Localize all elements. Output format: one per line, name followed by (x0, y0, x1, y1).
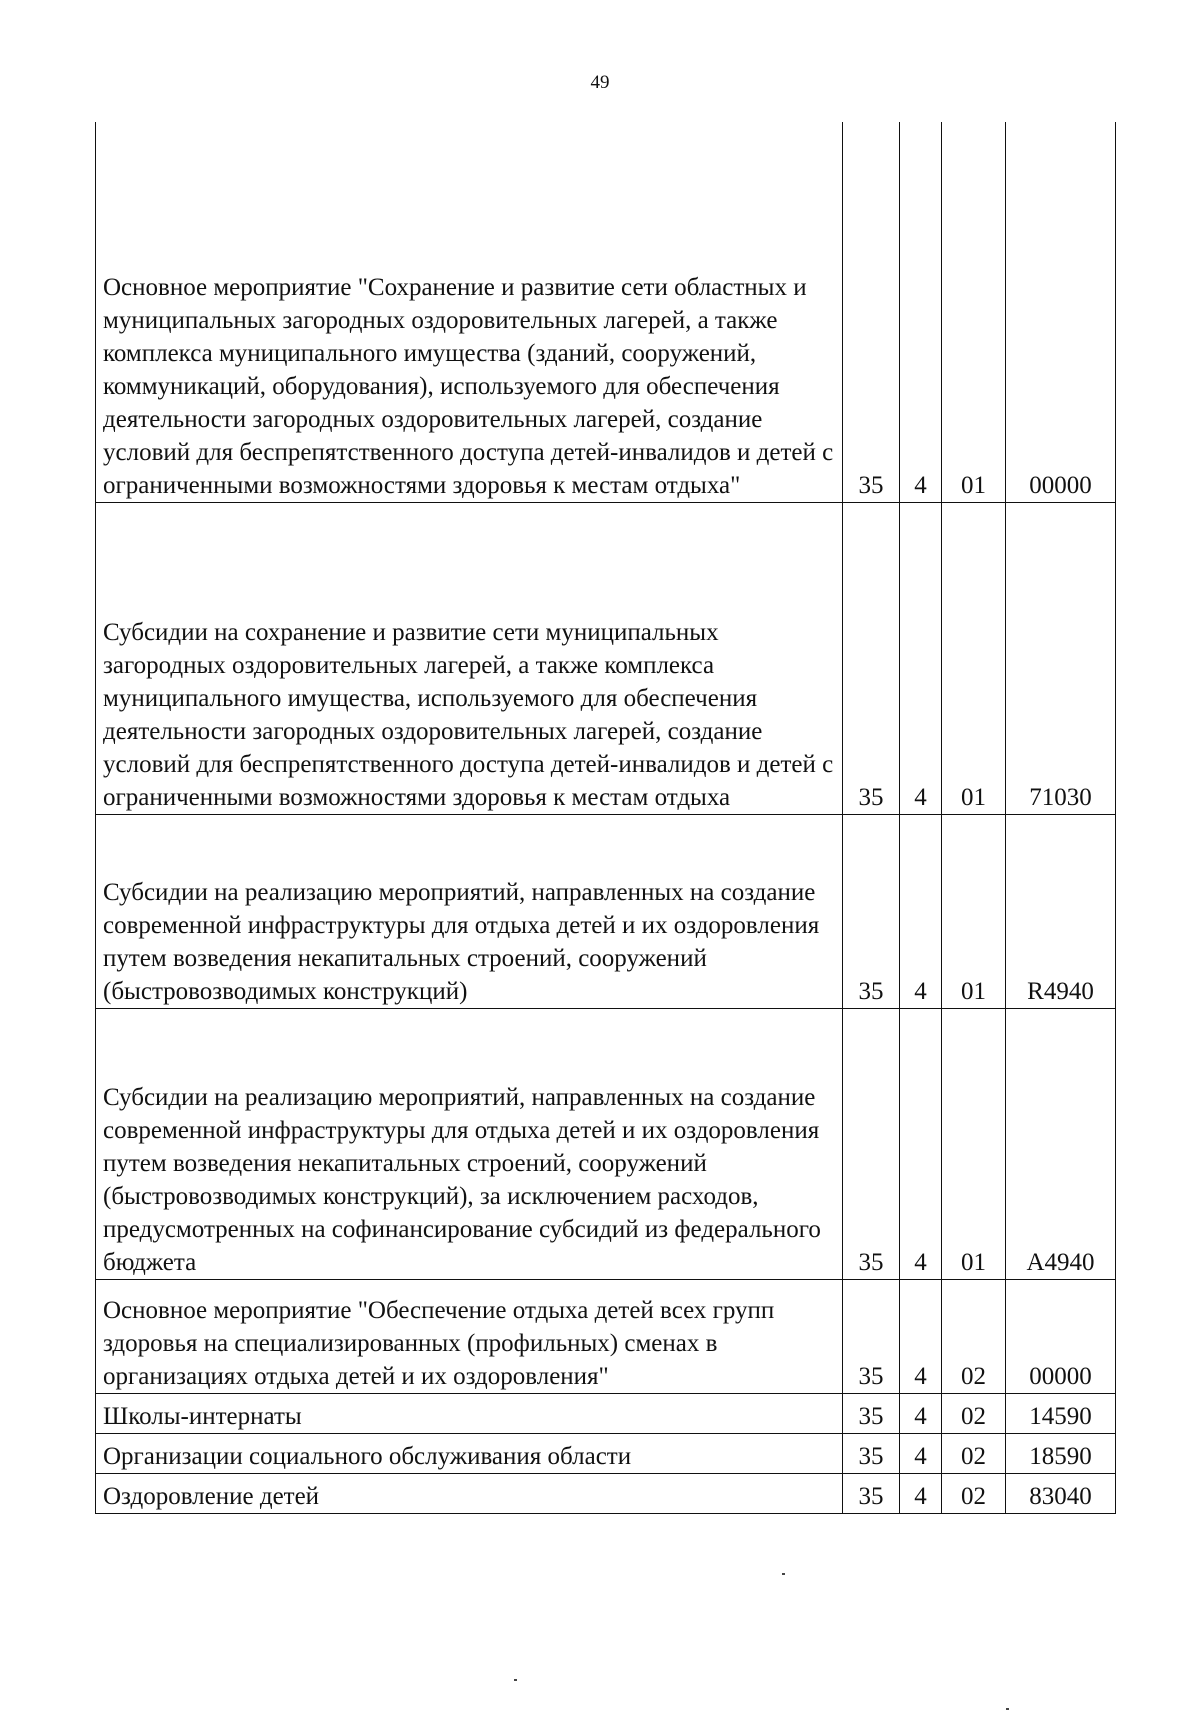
code-ministry: 35 (843, 1433, 900, 1473)
table-row (96, 1008, 1116, 1279)
table-row (96, 814, 1116, 1008)
code-direction: 00000 (1006, 1279, 1116, 1393)
table-row (96, 1393, 1116, 1433)
code-program: 4 (900, 1008, 942, 1279)
code-direction: R4940 (1006, 814, 1116, 1008)
row-description: Школы-интернаты (96, 1393, 843, 1433)
code-program: 4 (900, 1279, 942, 1393)
code-direction: 18590 (1006, 1433, 1116, 1473)
row-description: Основное мероприятие "Сохранение и развитие сети областных и муниципальных загородных оздоровительных лагерей, а также комплекса муниципального имущества (зданий, сооружений, коммуникаций, оборудования), используемого для обеспечения деятельности загородных оздоровительных лагерей, создание условий для беспрепятственного доступа детей-инвалидов и детей с ограниченными возможностями здоровья к местам отдыха" (96, 122, 843, 502)
page-number: 49 (590, 72, 610, 93)
scan-speck (782, 1573, 785, 1575)
code-ministry: 35 (843, 1393, 900, 1433)
scan-speck (1006, 1708, 1009, 1710)
code-ministry: 35 (843, 1008, 900, 1279)
code-program: 4 (900, 122, 942, 502)
code-direction: 83040 (1006, 1473, 1116, 1513)
code-program: 4 (900, 502, 942, 814)
budget-classification-table (95, 122, 1116, 1514)
code-ministry: 35 (843, 1473, 900, 1513)
table-row (96, 502, 1116, 814)
scan-speck (514, 1679, 517, 1681)
row-description: Субсидии на реализацию мероприятий, направленных на создание современной инфраструктуры для отдыха детей и их оздоровления путем возведения некапитальных строений, сооружений (быстровозводимых конструкций), за исключением расходов, предусмотренных на софинансирование субсидий из федерального бюджета (96, 1008, 843, 1279)
code-direction: A4940 (1006, 1008, 1116, 1279)
code-direction: 14590 (1006, 1393, 1116, 1433)
code-event: 02 (942, 1279, 1006, 1393)
code-program: 4 (900, 1433, 942, 1473)
table-row (96, 1279, 1116, 1393)
code-program: 4 (900, 814, 942, 1008)
table-row (96, 122, 1116, 502)
code-event: 01 (942, 122, 1006, 502)
code-event: 01 (942, 1008, 1006, 1279)
code-program: 4 (900, 1393, 942, 1433)
code-ministry: 35 (843, 502, 900, 814)
code-direction: 71030 (1006, 502, 1116, 814)
code-event: 02 (942, 1473, 1006, 1513)
code-event: 02 (942, 1393, 1006, 1433)
code-event: 02 (942, 1433, 1006, 1473)
code-ministry: 35 (843, 814, 900, 1008)
code-event: 01 (942, 502, 1006, 814)
code-program: 4 (900, 1473, 942, 1513)
row-description: Субсидии на сохранение и развитие сети муниципальных загородных оздоровительных лагерей, а также комплекса муниципального имущества, используемого для обеспечения деятельности загородных оздоровительных лагерей, создание условий для беспрепятственного доступа детей-инвалидов и детей с ограниченными возможностями здоровья к местам отдыха (96, 502, 843, 814)
table-row (96, 1473, 1116, 1513)
table-row (96, 1433, 1116, 1473)
code-ministry: 35 (843, 1279, 900, 1393)
row-description: Оздоровление детей (96, 1473, 843, 1513)
code-direction: 00000 (1006, 122, 1116, 502)
row-description: Организации социального обслуживания области (96, 1433, 843, 1473)
code-ministry: 35 (843, 122, 900, 502)
code-event: 01 (942, 814, 1006, 1008)
row-description: Субсидии на реализацию мероприятий, направленных на создание современной инфраструктуры для отдыха детей и их оздоровления путем возведения некапитальных строений, сооружений (быстровозводимых конструкций) (96, 814, 843, 1008)
row-description: Основное мероприятие "Обеспечение отдыха детей всех групп здоровья на специализированных (профильных) сменах в организациях отдыха детей и их оздоровления" (96, 1279, 843, 1393)
